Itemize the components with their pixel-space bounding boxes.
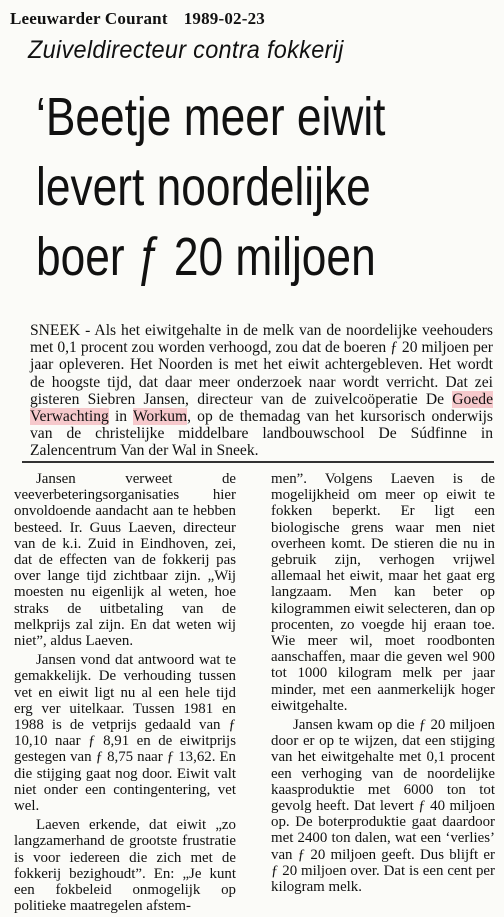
- headline-line: levert noordelijke: [36, 157, 371, 217]
- body-paragraph: Jansen verweet de veeverbeteringsorganisaties hier onvoldoende aandacht aan te hebben besteed. Ir. Guus Laeven, directeur van de k.i. Zuid in Eindhoven, zei, dat de effecten van de fokkerij pas over lange tijd zichtbaar zijn. „Wij moesten nu eigenlijk al weten, hoe straks de uitbetaling van de melkprijs zal zijn. En dat weten wij niet”, aldus Laeven.: [14, 471, 236, 650]
- masthead: [10, 9, 265, 29]
- lead-paragraph: [30, 322, 493, 460]
- lead-text: SNEEK - Als het eiwitgehalte in de melk van de noordelijke veehouders met 0,1 procent zou worden verhoogd, zou dat de boeren ƒ 20 miljoen per jaar opleveren. Het Noorden is met het eiwit achtergebleven. Het wordt de hoogste tijd, dat daar meer onderzoek naar wordt verricht. Dat zei gisteren Siebren Jansen, directeur van de zuivelcoöperatie De: [30, 322, 493, 408]
- highlighted-term: Goede Verwachting: [30, 390, 493, 426]
- body-paragraph: Jansen vond dat antwoord wat te gemakkelijk. De verhouding tussen vet en eiwit ligt nu al een hele tijd erg ver uitelkaar. Tussen 1981 en 1988 is de vetprijs gedaald van ƒ 10,10 naar ƒ 8,91 en de eiwitprijs gestegen van ƒ 8,75 naar ƒ 13,62. En die stijging gaat nog door. Eiwit valt niet onder een contingentering, vet wel.: [14, 652, 236, 815]
- lead-text: in: [108, 408, 133, 426]
- article-kicker: Zuiveldirecteur contra fokkerij: [28, 36, 344, 64]
- section-divider: [22, 461, 494, 463]
- article-headline: [36, 82, 421, 292]
- headline-line: boer ƒ 20 miljoen: [36, 227, 376, 287]
- body-paragraph: Laeven erkende, dat eiwit „zo langzamerhand de grootste frustratie is voor iedereen die zich met de fokkerij bezighoudt”. En: „Je kunt een fokbeleid onmogelijk op politieke maatregelen afstem-: [14, 817, 236, 915]
- article-lead: [30, 322, 493, 460]
- body-paragraph: men”. Volgens Laeven is de mogelijkheid om meer op eiwit te fokken beperkt. Er ligt een biologische grens waar men niet overheen komt. De stieren die nu in gebruik zijn, verhogen vrijwel allemaal het eiwit, maar het gaat erg langzaam. Men kan beter op kilogrammen eiwit selecteren, dan op procenten, zo voegde hij eraan toe. Wie meer wil, moet roodbonten aanschaffen, maar die geven wel 900 tot 1000 kilogram melk per jaar minder, met een aanmerkelijk hoger eiwitgehalte.: [271, 471, 495, 714]
- lead-text: , op de themadag van het kursorisch onderwijs van de christelijke middelbare landbouwschool De Súdfinne in Zalencentrum Van der Wal in Sneek.: [30, 408, 493, 460]
- publication-date: 1989-02-23: [183, 9, 266, 28]
- newspaper-name: Leeuwarder Courant: [10, 9, 168, 28]
- body-column-left: [14, 471, 236, 917]
- body-column-right: [271, 471, 495, 898]
- headline-line: ‘Beetje meer eiwit: [36, 87, 386, 147]
- highlighted-term: Workum: [132, 408, 188, 426]
- body-paragraph: Jansen kwam op die ƒ 20 miljoen door er op te wijzen, dat een stijging van het eiwitgehalte met 0,1 procent een verhoging van de noordelijke kaasproduktie met 6000 ton tot gevolg heeft. Dat levert ƒ 40 miljoen op. De boterproduktie gaat daardoor met 2400 ton dalen, wat een ‘verlies’ van ƒ 20 miljoen geeft. Dus blijft er ƒ 20 miljoen over. Dat is een cent per kilogram melk.: [271, 717, 495, 896]
